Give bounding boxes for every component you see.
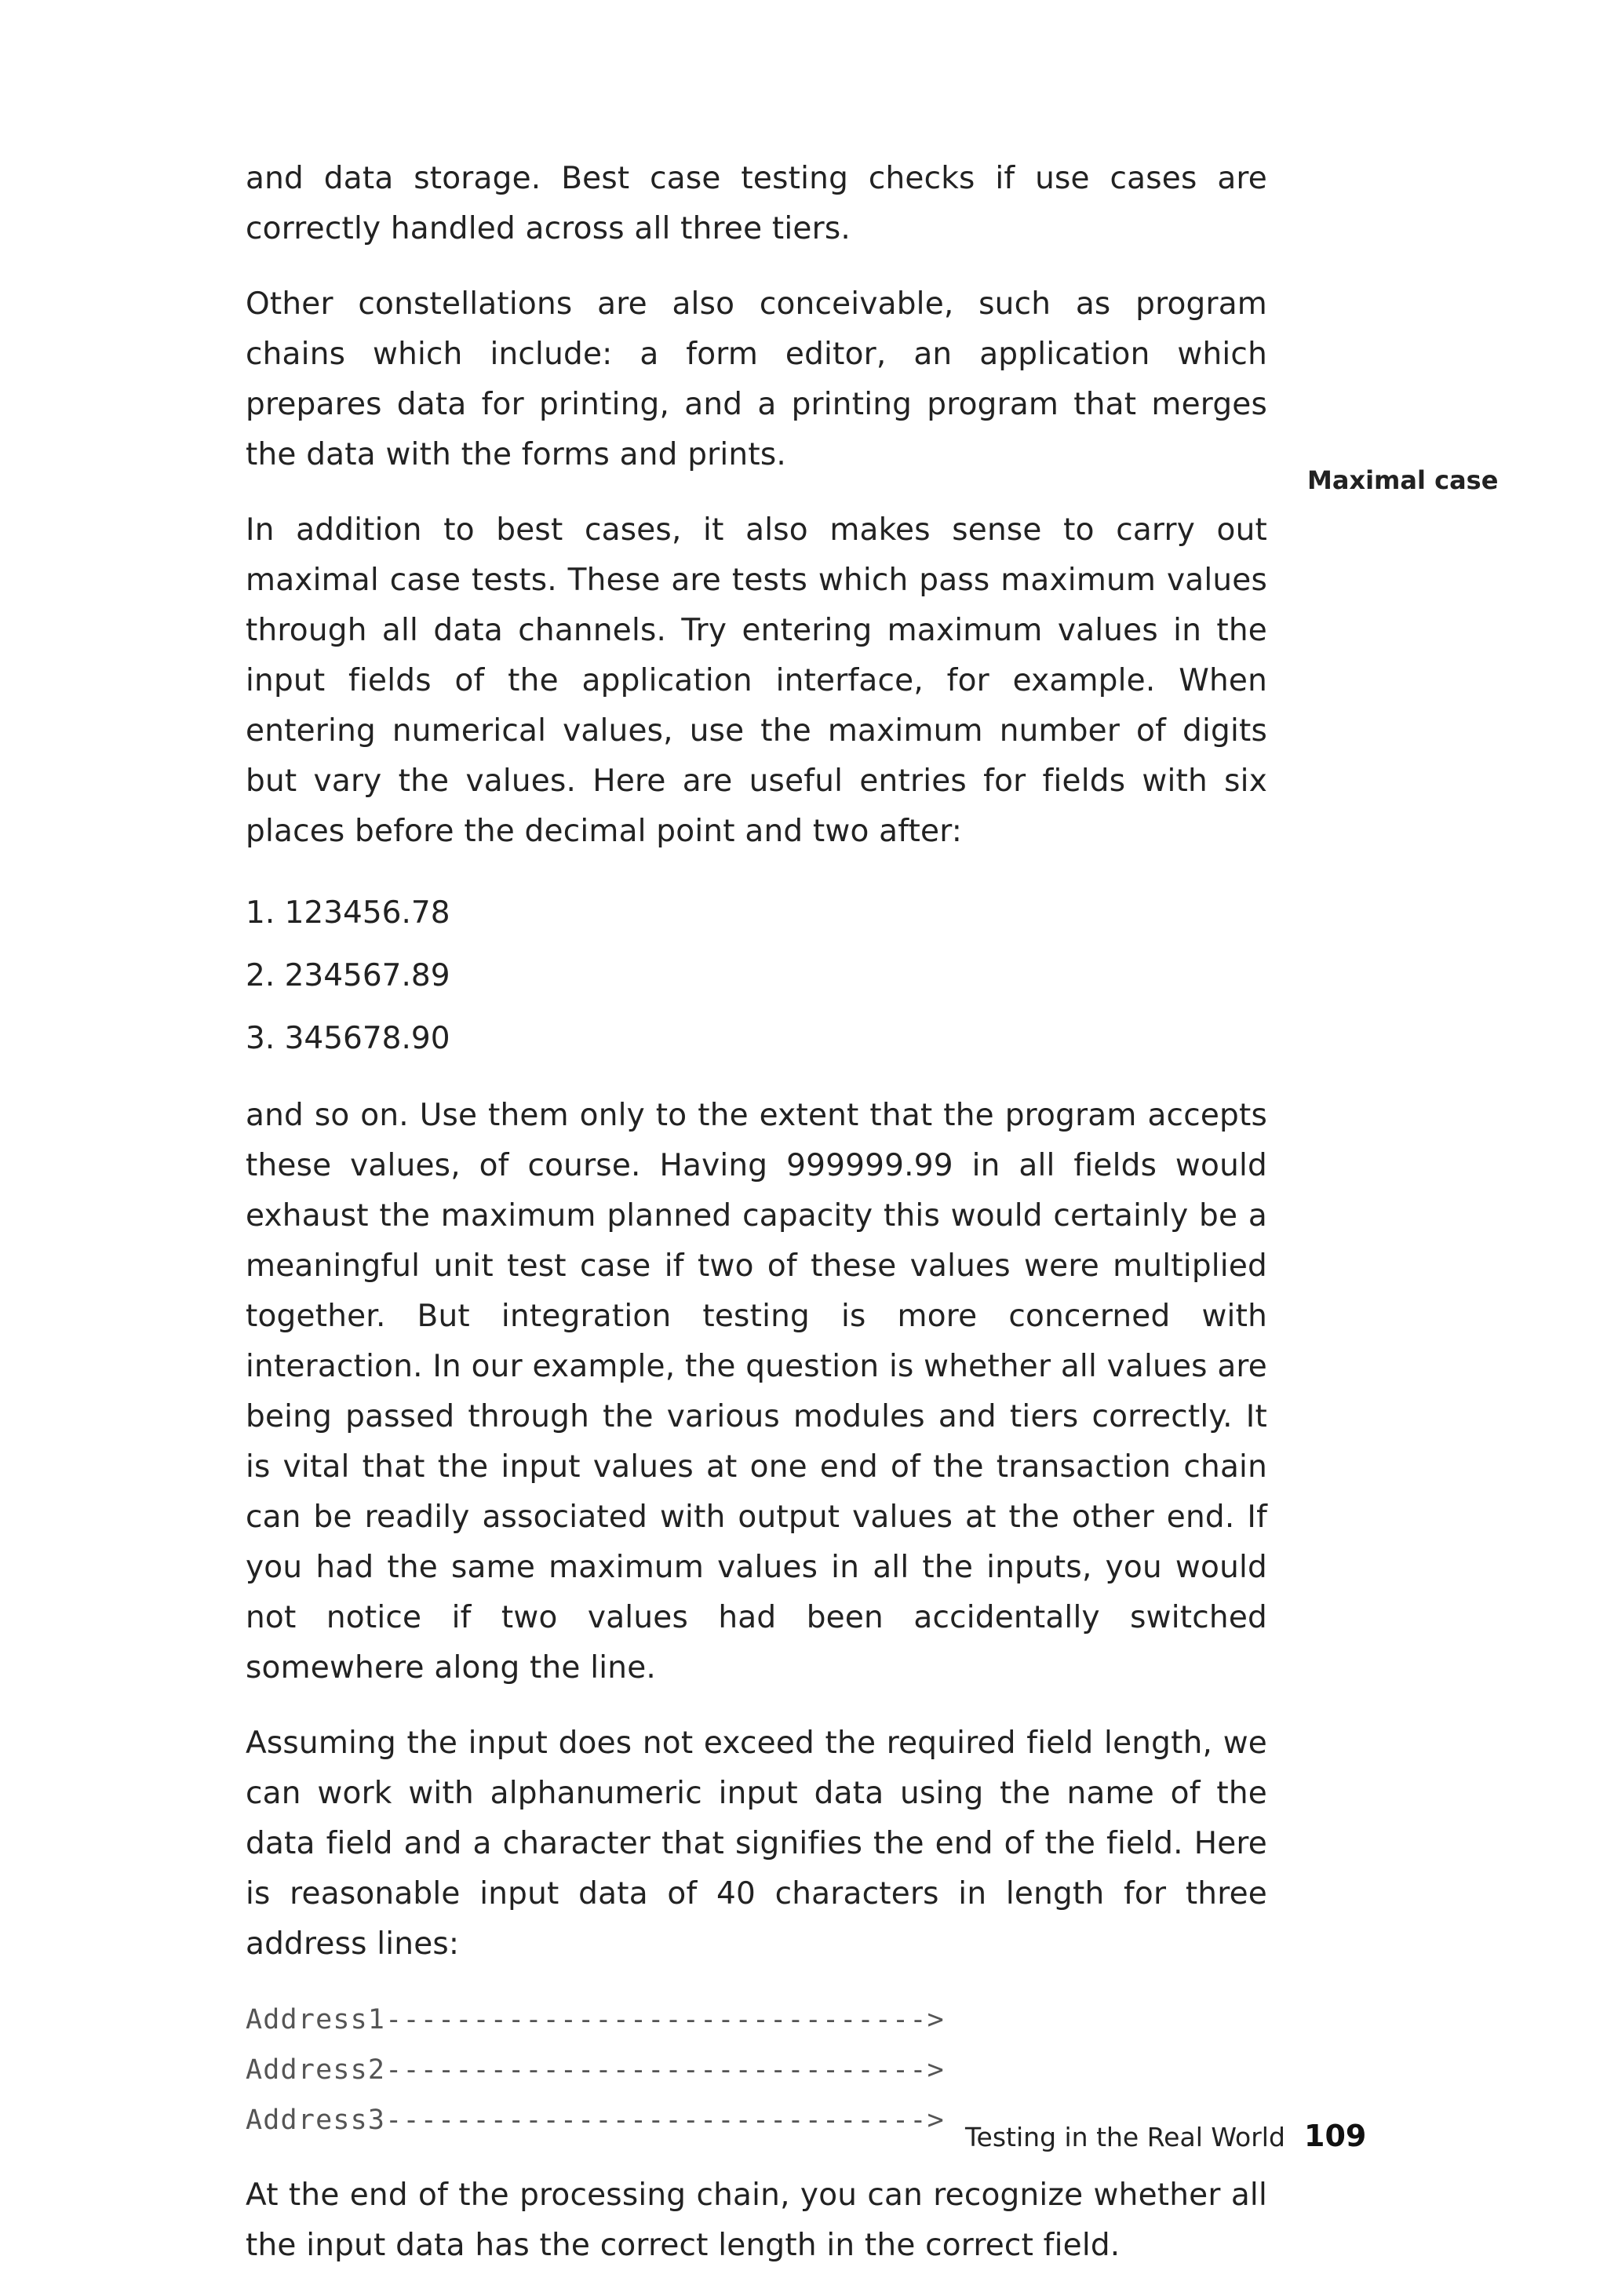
code-line: Address3------------------------------->: [246, 2105, 945, 2136]
paragraph: and so on. Use them only to the extent that the program accepts these values, of course. Having 999999.99 in all fields would exhaust the maximum planned capacity this would certainly be a meaningful unit test case if two of these values were multiplied together. But integration testing is more concerned with interaction. In our example, the question is whether all values are being passed through the various modules and tiers correctly. It is vital that the input values at one end of the transaction chain can be readily associated with output values at the other end. If you had the same maximum values in all the inputs, you would not notice if two values had been accidentally switched somewhere along the line.: [246, 1098, 1267, 1686]
running-footer-title: Testing in the Real World: [965, 2122, 1285, 2152]
list-item: 2. 234567.89: [246, 958, 450, 993]
paragraph: Assuming the input does not exceed the required field length, we can work with alphanumeric input data using the name of the data field and a character that signifies the end of the field. Here is reasonable input data of 40 characters in length for three address lines:: [246, 1726, 1267, 1962]
page-number: 109: [1304, 2119, 1367, 2153]
list-item: 3. 345678.90: [246, 1021, 450, 1056]
code-line: Address1------------------------------->: [246, 2004, 945, 2035]
body-text-column: [246, 154, 1267, 2296]
margin-note: Maximal case: [1307, 465, 1499, 495]
code-line: Address2------------------------------->: [246, 2054, 945, 2086]
paragraph-maximal-case: In addition to best cases, it also makes sense to carry out maximal case tests. These are tests which pass maximum values through all data channels. Try entering maximum values in the input fields of the application interface, for example. When entering numerical values, use the maximum number of digits but vary the values. Here are useful entries for fields with six places before the decimal point and two after:: [246, 512, 1267, 849]
paragraph: and data storage. Best case testing checks if use cases are correctly handled across all three tiers.: [246, 161, 1267, 246]
list-item: 1. 123456.78: [246, 895, 450, 931]
numbered-list: [246, 882, 1267, 1070]
paragraph: At the end of the processing chain, you can recognize whether all the input data has the correct length in the correct field.: [246, 2178, 1267, 2263]
paragraph: Other constellations are also conceivable, such as program chains which include: a form editor, an application which prepares data for printing, and a printing program that merges the data with the forms and prints.: [246, 286, 1267, 472]
